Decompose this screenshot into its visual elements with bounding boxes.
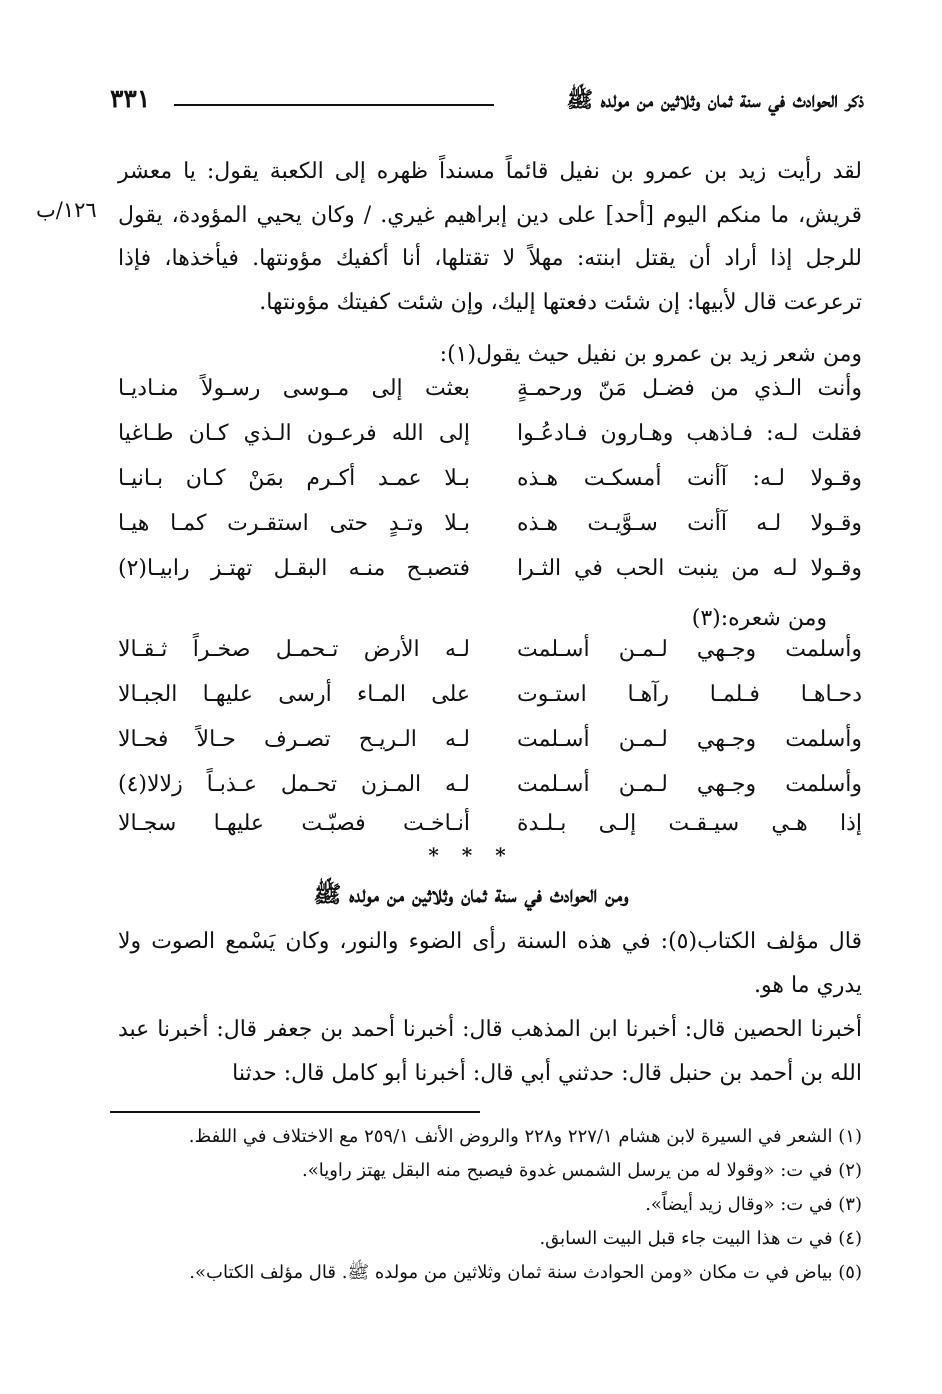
verse-line [118,556,862,600]
footnote: (٢) في ت: «وقولا له من يرسل الشمس غدوة فيصبح منه البقل يهتز راويا». [302,1160,862,1181]
verse-first-hemistich: إذا هـي سيـقـت إلـى بـلـدة [517,811,862,836]
verse-line [118,682,862,726]
margin-folio-note: ١٢٦/ب [36,198,97,222]
verse-second-hemistich: أنـاخـت فصبّـت عليهـا سجـالا [118,811,470,836]
verse-line [118,511,862,555]
verse-second-hemistich: لـه الأرض تـحمـل صخـراً ثـقـالا [118,637,470,662]
footnote: (٣) في ت: «وقال زيد أيضاً». [645,1194,862,1215]
section-heading: ومن الحوادث في سنة ثمان وثلاثين من مولده ﷺ [313,881,629,908]
footnote: (٥) بياض في ت مكان «ومن الحوادث سنة ثمان وثلاثين من مولده ﷺ. قال مؤلف الكتاب». [189,1262,862,1283]
verse-line [118,637,862,681]
verse-second-hemistich: لـه المـزن تحـمل عـذبـاً زلالا(٤) [118,772,470,797]
verse-line [118,421,862,465]
footnotes [112,1120,862,1290]
page-number: ٣٣١ [110,84,151,113]
verse-line [118,727,862,771]
verse-line [118,376,862,420]
footnote: (٤) في ت هذا البيت جاء قبل البيت السابق. [539,1228,862,1249]
verse-second-hemistich: بعثت إلى مـوسى رسـولاً منـاديـا [118,376,470,401]
verse-first-hemistich: وقـولا لـه آأنت سـوَّيـت هـذه [517,511,862,536]
paragraph-isnad: أخبرنا الحصين قال: أخبرنا ابن المذهب قال: أخبرنا أحمد بن جعفر قال: أخبرنا عبد الله بن أحمد بن حنبل قال: حدثني أبي قال: أخبرنا أبو كامل قال: حدثنا [118,1017,862,1086]
verse-first-hemistich: وقـولا لـه من ينبت الحب في الثـرا [517,556,862,581]
verse-second-hemistich: إلى الله فرعـون الـذي كـان طـاغيا [118,421,470,446]
verse-first-hemistich: وأسلمت وجـهي لـمـن أسـلمت [517,637,862,662]
header-rule [174,104,494,106]
verse-first-hemistich: فقلت لـه: فـاذهب وهـارون فـادعُـوا [517,421,862,446]
verse-line [118,772,862,816]
paragraph-zayd-story: لقد رأيت زيد بن عمرو بن نفيل قائماً مسنداً ظهره إلى الكعبة يقول: يا معشر قريش، ما منكم اليوم [أحد] على دين إبراهيم غيري. / وكان يحيي المؤودة، يقول للرجل إذا أراد أن يقتل ابنته: مهلاً لا تقتلها، أنا أكفيك مؤونتها. فيأخذها، فإذا ترعرعت قال لأبيها: إن شئت دفعتها إليك، وإن شئت كفيتك مؤونتها. [118,159,862,315]
running-title: ذكر الحوادث في سنة ثمان وثلاثين من مولده ﷺ [566,87,864,113]
verse-line [118,466,862,510]
verse-first-hemistich: وأسلمت وجـهي لـمـن أسـلمت [517,727,862,752]
page-header [110,82,864,122]
verse-second-hemistich: لـه الـريـح تصـرف حـالاً فحـالا [118,727,470,752]
poem-intro-2: ومن شعره:(٣) [691,606,827,631]
verse-second-hemistich: على المـاء أرسى عليهـا الجبـالا [118,682,470,707]
footnote: (١) الشعر في السيرة لابن هشام ٢٢٧/١ و٢٢٨ والروض الأنف ٢٥٩/١ مع الاختلاف في اللفظ. [188,1126,862,1147]
verse-second-hemistich: بـلا عمـد أكـرم بمَنْ كـان بـانيـا [118,466,470,491]
poem-intro: ومن شعر زيد بن عمرو بن نفيل حيث يقول(١): [439,342,862,367]
section-divider-stars: * * * [428,843,514,867]
verse-first-hemistich: دحـاهـا فـلمـا رآهـا استـوت [517,682,862,707]
footnote-separator [110,1111,480,1113]
paragraph-author-note: قال مؤلف الكتاب(٥): في هذه السنة رأى الضوء والنور، وكان يَسْمع الصوت ولا يدري ما هو. [118,929,862,998]
verse-first-hemistich: وأسلمت وجـهي لـمـن أسـلمت [517,772,862,797]
verse-first-hemistich: وأنت الـذي من فضـل مَنّ ورحمـةٍ [517,376,862,401]
verse-second-hemistich: فتصبـح منـه البقـل تهتـز رابيـا(٢) [118,556,470,581]
verse-first-hemistich: وقـولا لـه: آأنت أمسكـت هـذه [517,466,862,491]
verse-second-hemistich: بـلا وتـدٍ حتى استقـرت كمـا هيـا [118,511,470,536]
